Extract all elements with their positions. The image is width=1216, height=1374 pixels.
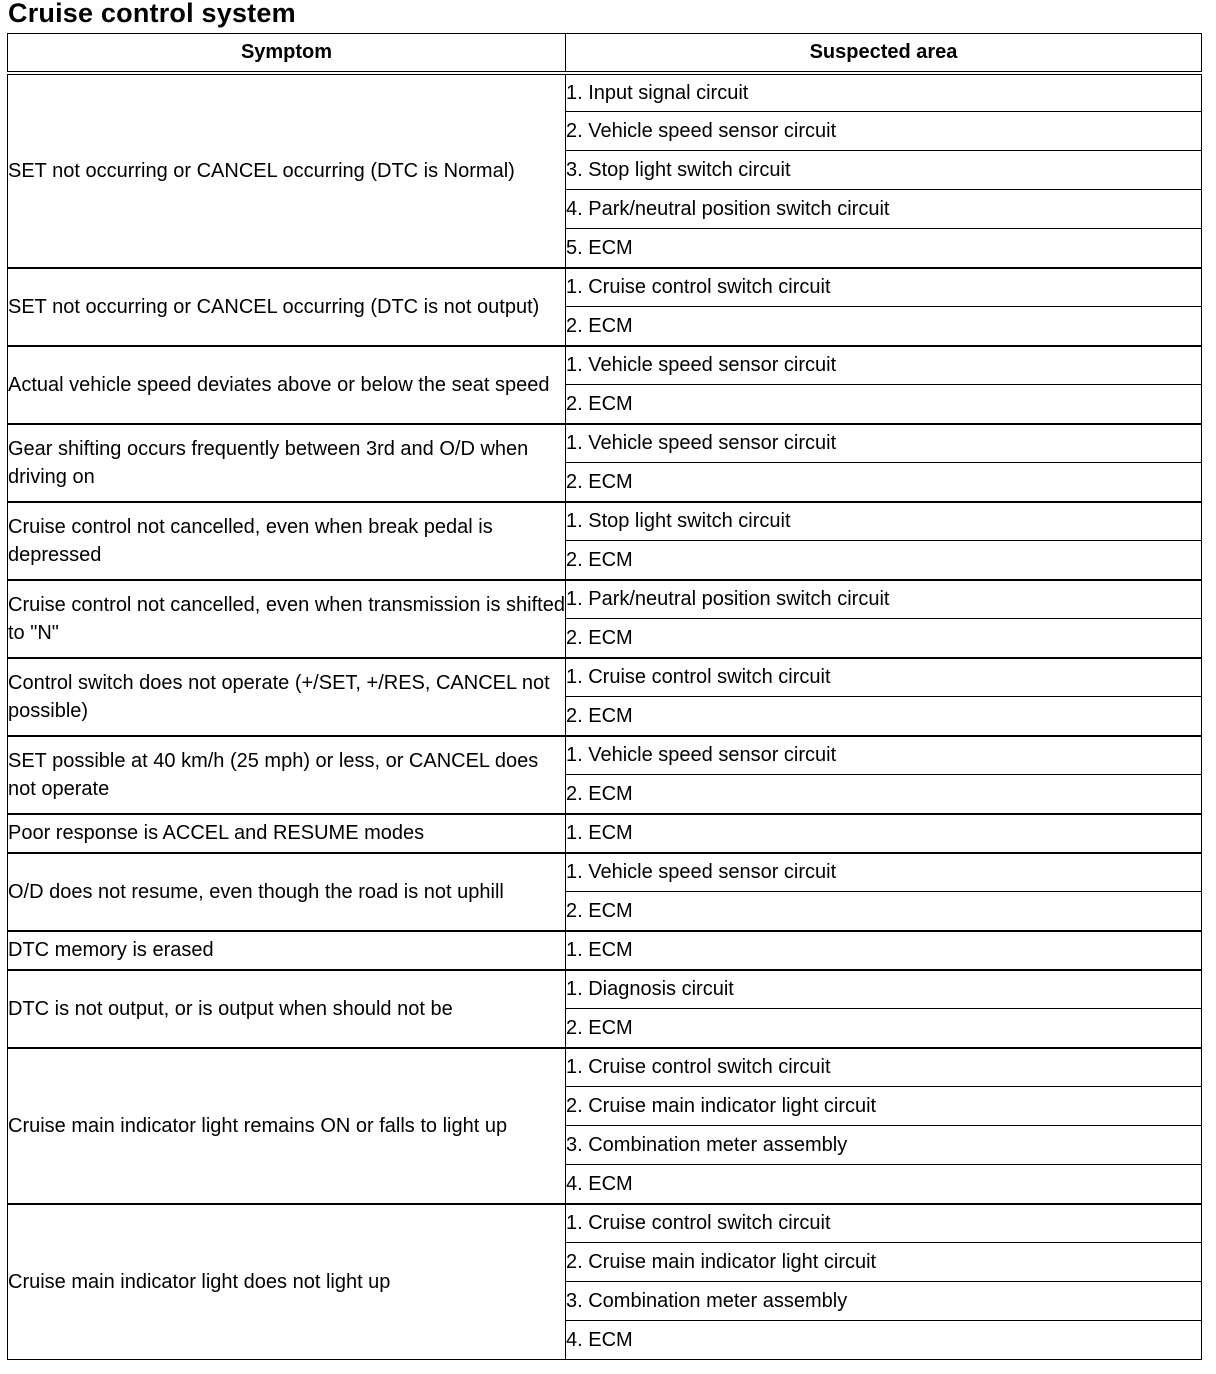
suspected-area-cell: 1. Cruise control switch circuit [566, 1204, 1202, 1243]
suspected-area-cell: 1. Stop light switch circuit [566, 502, 1202, 541]
page-title: Cruise control system [8, 0, 296, 28]
suspected-area-cell: 3. Stop light switch circuit [566, 151, 1202, 190]
symptom-group [8, 346, 1202, 424]
symptom-group [8, 580, 1202, 658]
symptom-cell: DTC memory is erased [8, 931, 566, 970]
suspected-area-cell: 1. Input signal circuit [566, 73, 1202, 112]
table-row [8, 658, 1202, 697]
suspected-area-cell: 2. Cruise main indicator light circuit [566, 1087, 1202, 1126]
suspected-area-cell: 2. ECM [566, 775, 1202, 814]
symptom-cell: Cruise main indicator light remains ON or falls to light up [8, 1048, 566, 1204]
suspected-area-cell: 2. ECM [566, 541, 1202, 580]
suspected-area-cell: 3. Combination meter assembly [566, 1126, 1202, 1165]
suspected-area-cell: 2. ECM [566, 385, 1202, 424]
suspected-area-cell: 5. ECM [566, 229, 1202, 268]
symptom-cell: Cruise control not cancelled, even when break pedal is depressed [8, 502, 566, 580]
suspected-area-cell: 2. ECM [566, 619, 1202, 658]
suspected-area-cell: 4. ECM [566, 1165, 1202, 1204]
suspected-area-cell: 4. Park/neutral position switch circuit [566, 190, 1202, 229]
table-row [8, 970, 1202, 1009]
suspected-area-cell: 1. Cruise control switch circuit [566, 268, 1202, 307]
suspected-area-cell: 2. Cruise main indicator light circuit [566, 1243, 1202, 1282]
suspected-area-cell: 1. Cruise control switch circuit [566, 1048, 1202, 1087]
suspected-area-cell: 1. Vehicle speed sensor circuit [566, 736, 1202, 775]
table-row [8, 73, 1202, 112]
column-header-symptom: Symptom [8, 34, 566, 73]
table-header-row [8, 34, 1202, 73]
symptom-group [8, 73, 1202, 268]
table-row [8, 1204, 1202, 1243]
symptom-group [8, 658, 1202, 736]
symptom-group [8, 970, 1202, 1048]
suspected-area-cell: 2. ECM [566, 892, 1202, 931]
suspected-area-cell: 1. Vehicle speed sensor circuit [566, 346, 1202, 385]
table-row [8, 814, 1202, 853]
symptom-cell: Control switch does not operate (+/SET, +/RES, CANCEL not possible) [8, 658, 566, 736]
symptom-cell: SET not occurring or CANCEL occurring (DTC is not output) [8, 268, 566, 346]
symptom-group [8, 853, 1202, 931]
symptom-group [8, 1204, 1202, 1360]
suspected-area-cell: 2. Vehicle speed sensor circuit [566, 112, 1202, 151]
symptom-group [8, 268, 1202, 346]
symptom-cell: SET not occurring or CANCEL occurring (DTC is Normal) [8, 73, 566, 268]
symptom-group [8, 424, 1202, 502]
table-row [8, 853, 1202, 892]
suspected-area-cell: 4. ECM [566, 1321, 1202, 1360]
symptom-cell: DTC is not output, or is output when should not be [8, 970, 566, 1048]
symptom-cell: Poor response is ACCEL and RESUME modes [8, 814, 566, 853]
table-row [8, 736, 1202, 775]
symptom-group [8, 736, 1202, 814]
suspected-area-cell: 2. ECM [566, 1009, 1202, 1048]
symptom-group [8, 502, 1202, 580]
suspected-area-cell: 1. ECM [566, 931, 1202, 970]
suspected-area-cell: 1. Park/neutral position switch circuit [566, 580, 1202, 619]
suspected-area-cell: 1. ECM [566, 814, 1202, 853]
table-row [8, 1048, 1202, 1087]
table-row [8, 346, 1202, 385]
table-row [8, 268, 1202, 307]
troubleshooting-table [7, 33, 1202, 1360]
table-row [8, 580, 1202, 619]
suspected-area-cell: 1. Diagnosis circuit [566, 970, 1202, 1009]
suspected-area-cell: 1. Vehicle speed sensor circuit [566, 424, 1202, 463]
symptom-cell: Gear shifting occurs frequently between 3rd and O/D when driving on [8, 424, 566, 502]
suspected-area-cell: 1. Vehicle speed sensor circuit [566, 853, 1202, 892]
symptom-cell: Actual vehicle speed deviates above or below the seat speed [8, 346, 566, 424]
symptom-cell: Cruise control not cancelled, even when transmission is shifted to "N" [8, 580, 566, 658]
suspected-area-cell: 1. Cruise control switch circuit [566, 658, 1202, 697]
symptom-group [8, 1048, 1202, 1204]
suspected-area-cell: 2. ECM [566, 697, 1202, 736]
symptom-group [8, 931, 1202, 970]
symptom-cell: Cruise main indicator light does not light up [8, 1204, 566, 1360]
suspected-area-cell: 2. ECM [566, 307, 1202, 346]
table-row [8, 424, 1202, 463]
table-row [8, 931, 1202, 970]
symptom-group [8, 814, 1202, 853]
symptom-cell: O/D does not resume, even though the road is not uphill [8, 853, 566, 931]
table-row [8, 502, 1202, 541]
suspected-area-cell: 2. ECM [566, 463, 1202, 502]
symptom-cell: SET possible at 40 km/h (25 mph) or less, or CANCEL does not operate [8, 736, 566, 814]
column-header-suspected-area: Suspected area [566, 34, 1202, 73]
suspected-area-cell: 3. Combination meter assembly [566, 1282, 1202, 1321]
